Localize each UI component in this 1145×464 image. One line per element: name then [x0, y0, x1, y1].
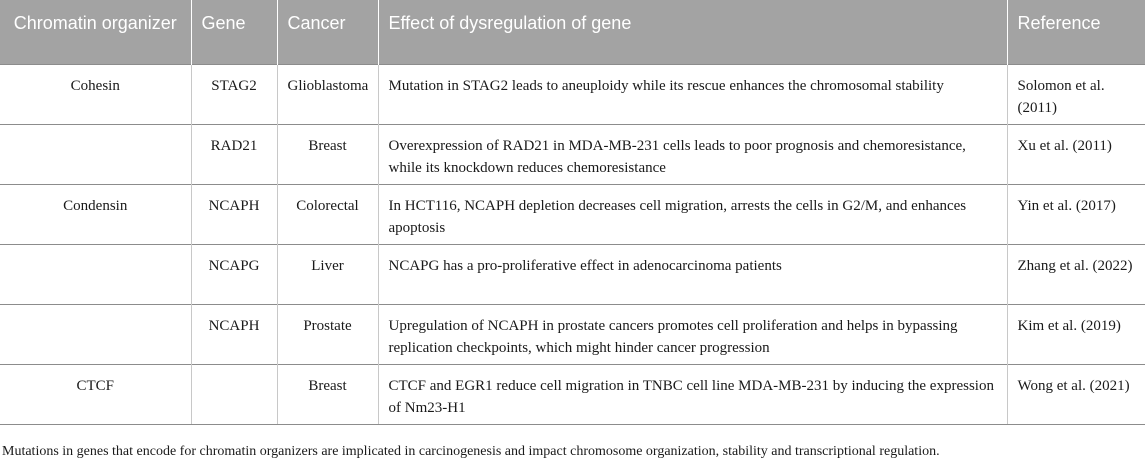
cell-gene: STAG2 — [191, 64, 277, 124]
cell-cancer: Liver — [277, 244, 378, 304]
table-caption: Mutations in genes that encode for chromatin organizers are implicated in carcinogenesis and impact chromosome organization, stability and transcriptional regulation. — [2, 444, 940, 459]
header-reference: Reference — [1007, 0, 1145, 64]
cell-effect: Upregulation of NCAPH in prostate cancers promotes cell proliferation and helps in bypassing replication checkpoints, which might hinder cancer progression — [378, 304, 1007, 364]
cell-gene: RAD21 — [191, 124, 277, 184]
cell-cancer: Breast — [277, 364, 378, 424]
cell-organizer — [0, 244, 191, 304]
cell-gene: NCAPG — [191, 244, 277, 304]
cell-organizer — [0, 304, 191, 364]
cell-effect: NCAPG has a pro-proliferative effect in adenocarcinoma patients — [378, 244, 1007, 304]
cell-gene — [191, 364, 277, 424]
cell-cancer: Breast — [277, 124, 378, 184]
cell-effect: In HCT116, NCAPH depletion decreases cell migration, arrests the cells in G2/M, and enhances apoptosis — [378, 184, 1007, 244]
cell-reference: Xu et al. (2011) — [1007, 124, 1145, 184]
cell-gene: NCAPH — [191, 304, 277, 364]
cell-reference: Solomon et al. (2011) — [1007, 64, 1145, 124]
cell-reference: Wong et al. (2021) — [1007, 364, 1145, 424]
cell-reference: Kim et al. (2019) — [1007, 304, 1145, 364]
table-row — [0, 184, 1145, 244]
cell-cancer: Prostate — [277, 304, 378, 364]
cell-organizer: Cohesin — [0, 64, 191, 124]
cell-cancer: Glioblastoma — [277, 64, 378, 124]
cell-reference: Zhang et al. (2022) — [1007, 244, 1145, 304]
header-chromatin-organizer: Chromatin organizer — [0, 0, 191, 64]
cell-reference: Yin et al. (2017) — [1007, 184, 1145, 244]
cell-gene: NCAPH — [191, 184, 277, 244]
cell-cancer: Colorectal — [277, 184, 378, 244]
cell-organizer: CTCF — [0, 364, 191, 424]
table-row — [0, 124, 1145, 184]
header-effect: Effect of dysregulation of gene — [378, 0, 1007, 64]
cell-effect: CTCF and EGR1 reduce cell migration in TNBC cell line MDA-MB-231 by inducing the expression of Nm23-H1 — [378, 364, 1007, 424]
table-row — [0, 244, 1145, 304]
cell-effect: Mutation in STAG2 leads to aneuploidy while its rescue enhances the chromosomal stability — [378, 64, 1007, 124]
header-row — [0, 0, 1145, 64]
header-cancer: Cancer — [277, 0, 378, 64]
table-row — [0, 64, 1145, 124]
table-row — [0, 304, 1145, 364]
cell-organizer: Condensin — [0, 184, 191, 244]
cell-organizer — [0, 124, 191, 184]
table-row — [0, 364, 1145, 424]
cell-effect: Overexpression of RAD21 in MDA-MB-231 cells leads to poor prognosis and chemoresistance, while its knockdown reduces chemoresistance — [378, 124, 1007, 184]
header-gene: Gene — [191, 0, 277, 64]
